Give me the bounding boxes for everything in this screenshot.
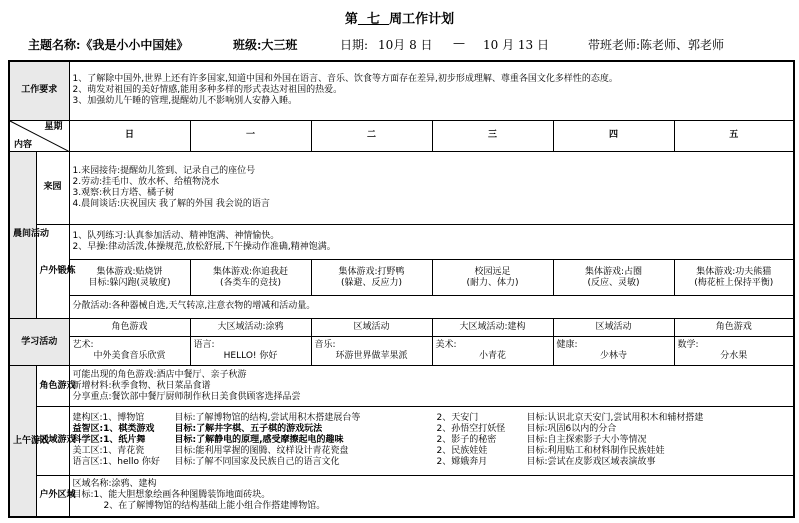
group-game-cell	[190, 260, 311, 295]
lesson: 少林寺	[600, 351, 628, 362]
area-games-label: 区域游戏	[36, 407, 69, 476]
am-games-label: 上午游戏	[9, 366, 36, 517]
area-item: 益智区:1、棋类游戏	[72, 424, 155, 435]
plan-meta	[28, 36, 788, 54]
study-cell	[311, 337, 432, 366]
day-wednesday: 三	[432, 120, 553, 151]
outdoor-area-line: 目标:1、能大胆想象绘画各种图腾装饰地面砖块。	[72, 490, 271, 501]
arrival-label: 来园	[36, 152, 69, 225]
study-header-row	[9, 318, 794, 337]
exercise-line: 1、队列练习:认真参加活动、精神饱满、神情愉快。	[72, 231, 280, 242]
lesson: 中外美食音乐欣赏	[93, 351, 166, 362]
area-goal: 目标:巩固6以内的分合	[526, 424, 617, 435]
study-cell	[69, 337, 190, 366]
day-friday: 五	[674, 120, 794, 151]
lesson: HELLO! 你好	[223, 351, 278, 362]
area-row	[73, 424, 791, 435]
area-games-content	[69, 407, 794, 476]
corner-weekday: 星期	[44, 121, 63, 132]
study-area-header: 大区域活动:建构	[432, 318, 553, 337]
day-sunday: 日	[69, 120, 190, 151]
theme-name: 主题名称:《我是小小中国娃》	[28, 38, 189, 52]
requirements-content	[69, 61, 794, 120]
day-thursday: 四	[553, 120, 674, 151]
title-suffix: 周工作计划	[389, 12, 455, 27]
area-goal: 目标:尝试在皮影戏区域表演故事	[526, 457, 656, 468]
study-cell	[432, 337, 553, 366]
arrival-row	[9, 152, 794, 225]
study-area-header: 角色游戏	[69, 318, 190, 337]
role-play-label: 角色游戏	[36, 366, 69, 407]
outdoor-exercise-label: 户外锻炼	[36, 224, 69, 318]
study-area-header: 角色游戏	[674, 318, 794, 337]
lesson: 环游世界做苹果派	[335, 351, 408, 362]
teachers: 带班老师:陈老师、郭老师	[588, 38, 725, 52]
area-goal: 目标:了解静电的原理,感受摩擦起电的趣味	[174, 435, 344, 446]
outdoor-area-label: 户外区域	[36, 475, 69, 517]
outdoor-area-content	[69, 475, 794, 517]
area-goal: 目标:了解不同国家及民族自己的语言文化	[174, 457, 340, 468]
arrival-line: 1.来园接待:提醒幼儿签到、记录自己的座位号	[72, 165, 256, 176]
subject: 语言:	[193, 340, 215, 351]
area-goal: 目标:了解博物馆的结构,尝试用积木搭建展台等	[174, 413, 361, 424]
lesson: 小青花	[479, 351, 507, 362]
role-play-line: 新增材料:秋季食物、秋日菜品食谱	[72, 380, 211, 391]
group-game-cell	[553, 260, 674, 295]
subject: 健康:	[556, 340, 578, 351]
scattered-activity: 分散活动:各种器械自选,天气转凉,注意衣物的增减和活动量。	[69, 295, 794, 318]
arrival-line: 2.劳动:挂毛巾、放水杯、给植物浇水	[72, 176, 220, 187]
date-start: 10月 8 日	[378, 38, 433, 52]
area-goal: 目标:利用贴工和材料制作民族娃娃	[526, 446, 665, 457]
arrival-line: 4.晨间谈话:庆祝国庆 我了解的外国 我会说的语言	[72, 198, 270, 209]
study-area-header: 大区域活动:涂鸦	[190, 318, 311, 337]
study-cell	[190, 337, 311, 366]
game-goal: (耐力、体力)	[466, 277, 519, 288]
outdoor-area-line: 2、在了解博物馆的结构基础上能小组合作搭建博物馆。	[103, 501, 326, 512]
game-goal: (梅花桩上保持平衡)	[694, 277, 774, 288]
date-label: 日期:	[340, 38, 369, 52]
scattered-activity-row	[9, 295, 794, 318]
game-goal: 目标:躲闪跑(灵敏度)	[88, 277, 171, 288]
area-goal: 目标:能利用掌握的图腾、纹样设计青花瓷盘	[174, 446, 349, 457]
outdoor-exercise-content	[69, 224, 794, 259]
arrival-line: 3.观察:秋日方塔、橘子树	[72, 187, 175, 198]
exercise-line: 2、早操:律动活泼,体操规范,放松舒展,下午操动作准确,精神饱满。	[72, 242, 336, 253]
area-item: 2、民族娃娃	[436, 446, 488, 457]
lesson: 分水果	[720, 351, 748, 362]
area-row	[73, 457, 791, 468]
area-row	[73, 413, 791, 424]
area-item: 2、天安门	[436, 413, 479, 424]
subject: 美术:	[435, 340, 457, 351]
requirement-line: 2、萌发对祖国的美好情感,能用多种多样的形式表达对祖国的热爱。	[72, 85, 343, 96]
study-area-header: 区域活动	[311, 318, 432, 337]
study-area-header: 区域活动	[553, 318, 674, 337]
game-name: 集体游戏:占圈	[584, 266, 643, 277]
subject: 数学:	[677, 340, 699, 351]
morning-activities-label: 晨间活动	[9, 152, 36, 319]
area-item: 美工区:1、青花瓷	[72, 446, 145, 457]
requirement-line: 1、了解除中国外,世界上还有许多国家,知道中国和外国在语言、音乐、饮食等方面存在差异,初步形成理解、尊重各国文化多样性的态度。	[72, 74, 618, 85]
group-game-cell	[674, 260, 794, 295]
date-end: 10 月 13 日	[483, 38, 549, 52]
group-game-cell	[432, 260, 553, 295]
game-name: 集体游戏:打野鸭	[338, 266, 405, 277]
area-row	[73, 446, 791, 457]
role-play-content	[69, 366, 794, 407]
area-item: 语言区:1、hello 你好	[72, 457, 160, 468]
study-cell	[674, 337, 794, 366]
game-name: 集体游戏:你追我赶	[212, 266, 289, 277]
role-play-row	[9, 366, 794, 407]
study-activities-label: 学习活动	[9, 318, 69, 366]
corner-content: 内容	[14, 140, 33, 151]
area-games-row	[9, 407, 794, 476]
day-tuesday: 二	[311, 120, 432, 151]
study-content-row	[9, 337, 794, 366]
game-goal: (反应、灵敏)	[587, 277, 640, 288]
role-play-line: 可能出现的角色游戏:酒店中餐厅、亲子秋游	[72, 369, 247, 380]
area-goal: 目标:认识北京天安门,尝试用积木和辅材搭建	[526, 413, 704, 424]
group-game-cell	[311, 260, 432, 295]
day-header-row	[9, 120, 794, 151]
study-cell	[553, 337, 674, 366]
class-name: 班级:大三班	[233, 38, 298, 52]
weekly-plan-table	[8, 60, 795, 518]
area-row	[73, 435, 791, 446]
requirements-row	[9, 61, 794, 120]
requirements-label: 工作要求	[9, 61, 69, 120]
week-number: 七	[366, 12, 380, 27]
role-play-line: 分享重点:餐饮部中餐厅厨师制作秋日美食供顾客选择品尝	[72, 391, 301, 402]
area-item: 2、影子的秘密	[436, 435, 497, 446]
area-goal: 目标:自主探索影子大小等情况	[526, 435, 647, 446]
outdoor-area-line: 区域名称:涂鸦、建构	[72, 479, 157, 490]
corner-header	[9, 120, 69, 151]
day-monday: 一	[190, 120, 311, 151]
game-goal: (各类车的竞技)	[220, 277, 282, 288]
area-item: 建构区:1、博物馆	[72, 413, 145, 424]
group-games-row	[9, 260, 794, 295]
subject: 艺术:	[72, 340, 94, 351]
outdoor-exercise-row	[9, 224, 794, 259]
group-game-cell	[69, 260, 190, 295]
game-name: 集体游戏:贴烧饼	[96, 266, 163, 277]
requirement-line: 3、加强幼儿午睡的管理,提醒幼儿不影响别人安静入睡。	[72, 96, 298, 107]
title-prefix: 第	[344, 12, 358, 27]
game-name: 集体游戏:功夫熊猫	[696, 266, 772, 277]
game-name: 校园远足	[474, 266, 511, 277]
outdoor-area-row	[9, 475, 794, 517]
game-goal: (躲避、反应力)	[341, 277, 403, 288]
date-dash: —	[453, 36, 465, 50]
arrival-content	[69, 152, 794, 225]
area-item: 2、嫦娥奔月	[436, 457, 488, 468]
area-item: 2、孙悟空打妖怪	[436, 424, 506, 435]
plan-title	[0, 8, 799, 27]
area-item: 科学区:1、纸片舞	[72, 435, 146, 446]
subject: 音乐:	[314, 340, 336, 351]
area-goal: 目标:了解井字棋、五子棋的游戏玩法	[174, 424, 323, 435]
